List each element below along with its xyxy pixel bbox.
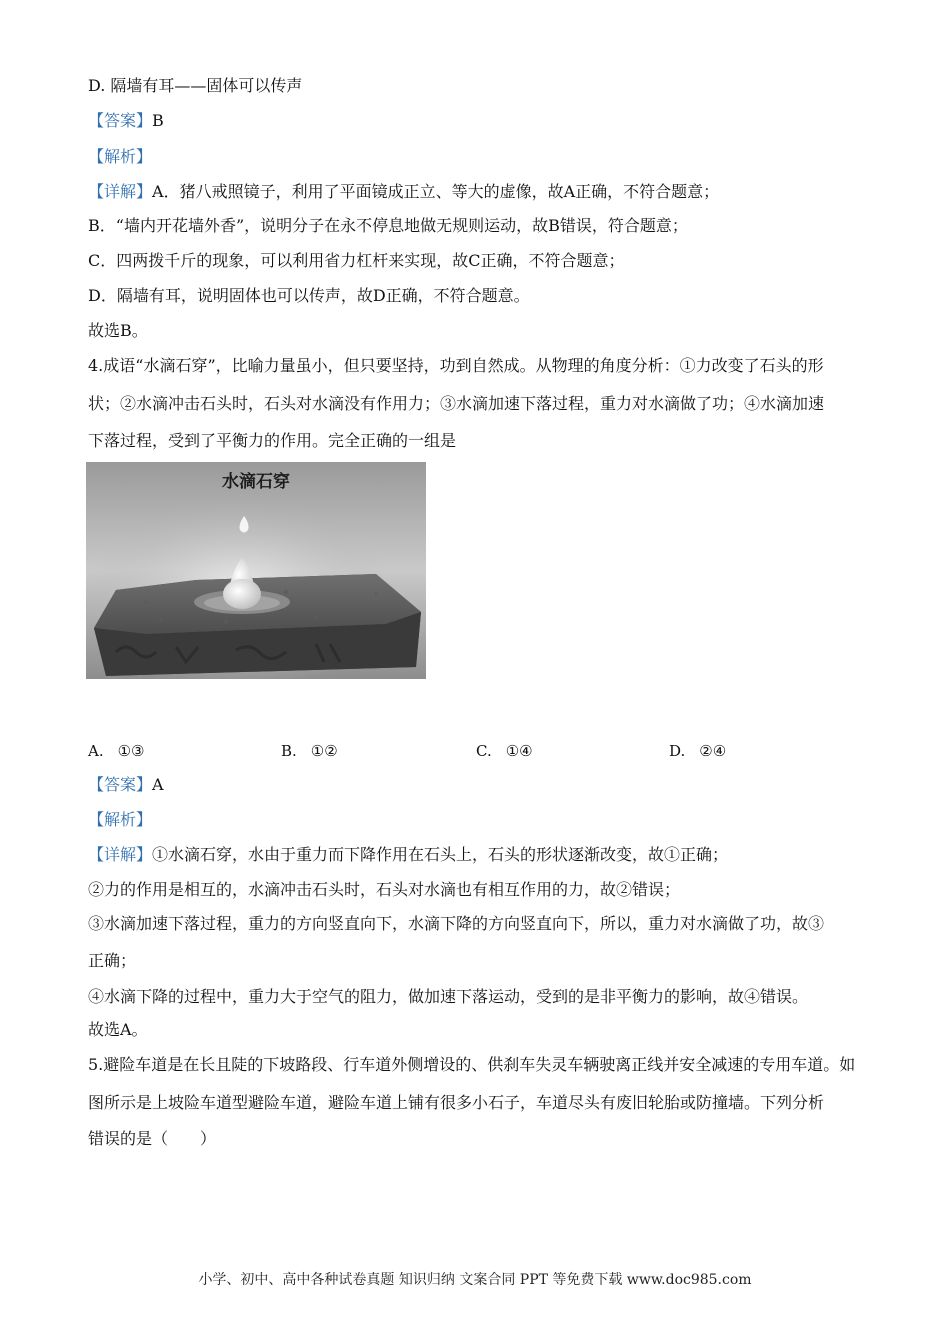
- q4-detail-line: 正确；: [88, 951, 137, 970]
- q3-detail-line: B．“墙内开花墙外香”，说明分子在永不停息地做无规则运动，故B错误，符合题意；: [88, 216, 688, 235]
- q4-stem-line: 4.成语“水滴石穿”，比喻力量虽小，但只要坚持，功到自然成。从物理的角度分析：①力改变了石头的形: [88, 356, 824, 375]
- q5-stem-line: 5.避险车道是在长且陡的下坡路段、行车道外侧增设的、供刹车失灵车辆驶离正线并安全减速的专用车道。如: [88, 1055, 856, 1074]
- q4-detail-line: ④水滴下降的过程中，重力大于空气的阻力，做加速下落运动，受到的是非平衡力的影响，故④错误。: [88, 987, 809, 1006]
- q3-detail-line: D．隔墙有耳，说明固体也可以传声，故D正确，不符合题意。: [88, 286, 530, 305]
- q4-detail-line: ③水滴加速下落过程，重力的方向竖直向下，水滴下降的方向竖直向下，所以，重力对水滴做了功，故③: [88, 914, 825, 933]
- water-drop-stone-illustration: [86, 462, 426, 679]
- q4-answer: [88, 775, 164, 795]
- q5-stem-line: 错误的是（ ）: [88, 1129, 217, 1148]
- option-a: [88, 741, 145, 761]
- q3-detail-line: [88, 182, 719, 202]
- answer-tag: 【答案】: [88, 775, 153, 794]
- option-text: ①②: [310, 742, 338, 760]
- q4-analysis-tag: 【解析】: [88, 810, 153, 829]
- q4-detail-line: ②力的作用是相互的，水滴冲击石头时，石头对水滴也有相互作用的力，故②错误；: [88, 880, 681, 899]
- option-b: [281, 741, 338, 761]
- option-label: D.: [669, 742, 686, 760]
- answer-value: B: [152, 111, 164, 130]
- option-label: A.: [88, 742, 104, 760]
- answer-tag: 【答案】: [88, 111, 153, 130]
- q4-conclusion: 故选A。: [88, 1020, 148, 1039]
- option-label: C.: [476, 742, 492, 760]
- q3-option-d: D. 隔墙有耳——固体可以传声: [88, 76, 303, 95]
- q3-detail-line: C．四两拨千斤的现象，可以利用省力杠杆来实现，故C正确，不符合题意；: [88, 251, 625, 270]
- option-label: B.: [281, 742, 297, 760]
- page-footer: 小学、初中、高中各种试卷真题 知识归纳 文案合同 PPT 等免费下载 www.doc985.com: [198, 1272, 752, 1288]
- option-text: ②④: [699, 742, 727, 760]
- q4-detail-line: [88, 845, 728, 865]
- q5-stem-line: 图所示是上坡险车道型避险车道，避险车道上铺有很多小石子，车道尽头有废旧轮胎或防撞墙。下列分析: [88, 1093, 825, 1112]
- option-text: ①③: [117, 742, 145, 760]
- q3-conclusion: 故选B。: [88, 321, 148, 340]
- water-drop-stone-figure: [86, 462, 426, 679]
- detail-text: ①水滴石穿，水由于重力而下降作用在石头上，石头的形状逐渐改变，故①正确；: [152, 845, 729, 864]
- q3-answer: [88, 111, 164, 131]
- option-d: [669, 741, 726, 761]
- q3-analysis-tag: 【解析】: [88, 147, 153, 166]
- q4-stem-line: 状；②水滴冲击石头时，石头对水滴没有作用力；③水滴加速下落过程，重力对水滴做了功；④水滴加速: [88, 394, 825, 413]
- option-text: ①④: [505, 742, 533, 760]
- figure-caption: 水滴石穿: [222, 472, 290, 492]
- answer-value: A: [152, 775, 164, 794]
- detail-tag: 【详解】: [88, 845, 153, 864]
- detail-tag: 【详解】: [88, 182, 153, 201]
- q4-stem-line: 下落过程，受到了平衡力的作用。完全正确的一组是: [88, 431, 457, 450]
- option-c: [476, 741, 533, 761]
- detail-text: A．猪八戒照镜子，利用了平面镜成正立、等大的虚像，故A正确，不符合题意；: [152, 182, 720, 201]
